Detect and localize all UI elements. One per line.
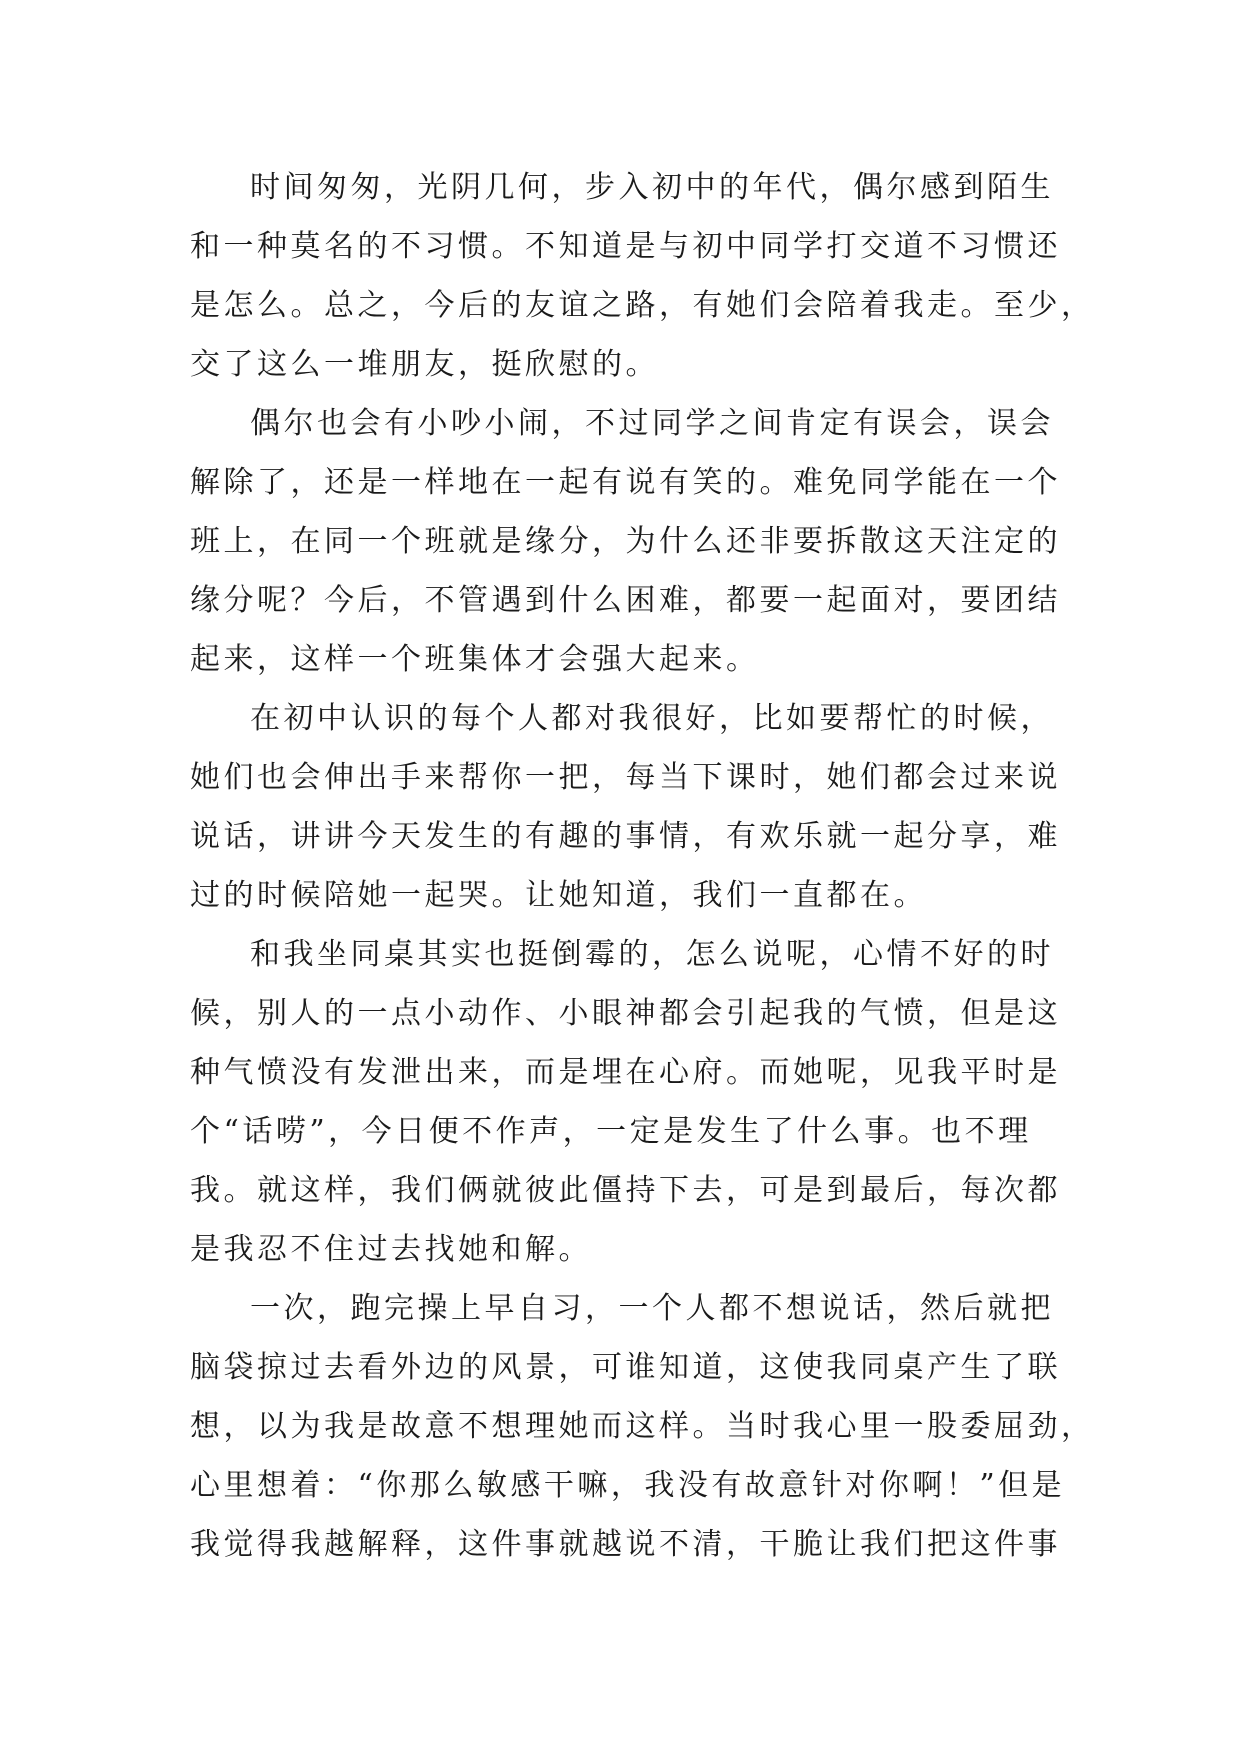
text-line: 我。就这样，我们俩就彼此僵持下去，可是到最后，每次都 xyxy=(190,1173,1061,1208)
text-line: 解除了，还是一样地在一起有说有笑的。难免同学能在一个 xyxy=(190,465,1061,500)
text-line: 在初中认识的每个人都对我很好，比如要帮忙的时候， xyxy=(250,701,1054,736)
text-line: 她们也会伸出手来帮你一把，每当下课时，她们都会过来说 xyxy=(190,760,1061,795)
text-line: 我觉得我越解释，这件事就越说不清，干脆让我们把这件事 xyxy=(190,1527,1061,1562)
text-line: 缘分呢？今后，不管遇到什么困难，都要一起面对，要团结 xyxy=(190,583,1061,618)
text-line: 班上，在同一个班就是缘分，为什么还非要拆散这天注定的 xyxy=(190,524,1061,559)
text-line: 个“话唠”，今日便不作声，一定是发生了什么事。也不理 xyxy=(190,1114,1032,1149)
text-line: 一次，跑完操上早自习，一个人都不想说话，然后就把 xyxy=(250,1291,1054,1326)
text-line: 时间匆匆，光阴几何，步入初中的年代，偶尔感到陌生 xyxy=(250,170,1054,205)
paragraph-4 xyxy=(190,925,1061,1279)
text-line: 候，别人的一点小动作、小眼神都会引起我的气愤，但是这 xyxy=(190,996,1061,1031)
text-line: 起来，这样一个班集体才会强大起来。 xyxy=(190,642,760,677)
text-line: 想，以为我是故意不想理她而这样。当时我心里一股委屈劲， xyxy=(190,1409,1095,1444)
text-line: 和一种莫名的不习惯。不知道是与初中同学打交道不习惯还 xyxy=(190,229,1061,264)
text-line: 说话，讲讲今天发生的有趣的事情，有欢乐就一起分享，难 xyxy=(190,819,1061,854)
text-line: 脑袋掠过去看外边的风景，可谁知道，这使我同桌产生了联 xyxy=(190,1350,1061,1385)
text-line: 心里想着：“你那么敏感干嘛，我没有故意针对你啊！”但是 xyxy=(190,1468,1066,1503)
document-body xyxy=(190,158,1095,1574)
text-line: 过的时候陪她一起哭。让她知道，我们一直都在。 xyxy=(190,878,927,913)
paragraph-2 xyxy=(190,394,1061,689)
text-line: 种气愤没有发泄出来，而是埋在心府。而她呢，见我平时是 xyxy=(190,1055,1061,1090)
text-line: 是我忍不住过去找她和解。 xyxy=(190,1232,592,1267)
paragraph-3 xyxy=(190,689,1061,925)
text-line: 是怎么。总之，今后的友谊之路，有她们会陪着我走。至少， xyxy=(190,288,1095,323)
text-line: 交了这么一堆朋友，挺欣慰的。 xyxy=(190,347,659,382)
paragraph-1 xyxy=(190,158,1095,394)
paragraph-5 xyxy=(190,1279,1095,1574)
text-line: 和我坐同桌其实也挺倒霉的，怎么说呢，心情不好的时 xyxy=(250,937,1054,972)
text-line: 偶尔也会有小吵小闹，不过同学之间肯定有误会，误会 xyxy=(250,406,1054,441)
